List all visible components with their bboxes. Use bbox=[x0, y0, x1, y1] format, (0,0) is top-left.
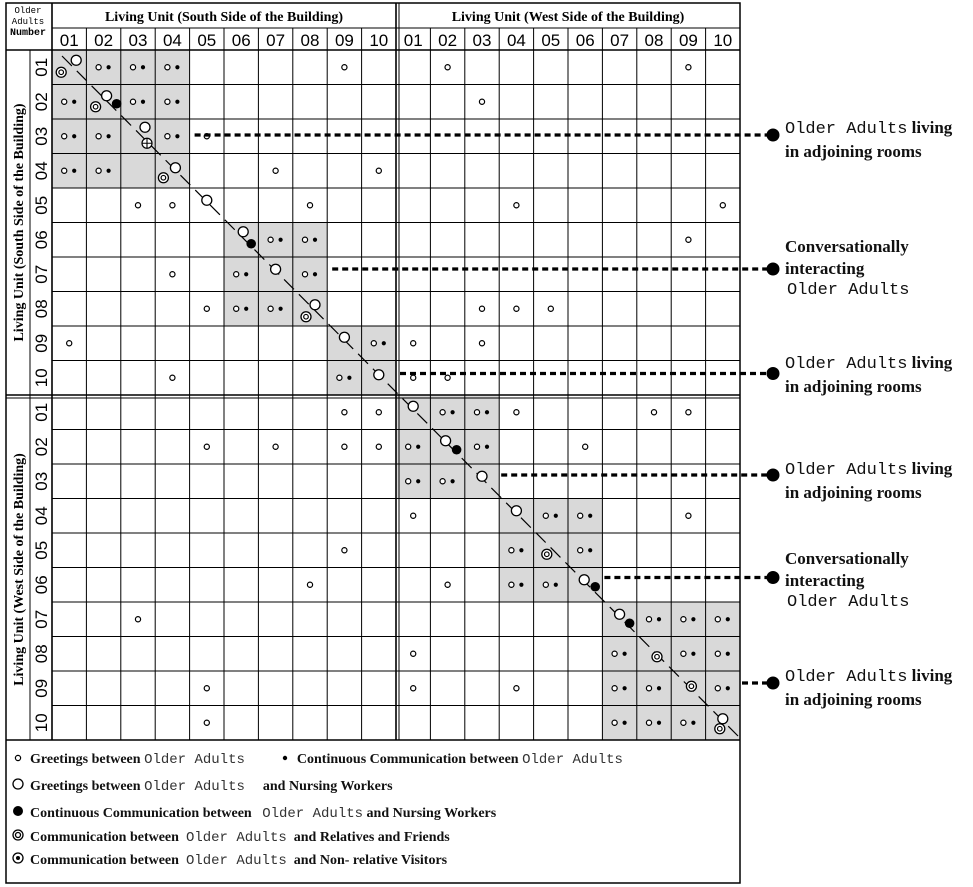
south-side-column-header: Living Unit (South Side of the Building) bbox=[104, 10, 344, 25]
annotation-adjoining-4: Older Adults living in adjoining rooms bbox=[785, 666, 953, 709]
continuous-dot bbox=[588, 548, 592, 552]
annotation-bullet-icon bbox=[767, 263, 780, 276]
continuous-dot bbox=[107, 169, 111, 173]
column-number: 09 bbox=[678, 31, 698, 50]
annotation-adjoining-2: Older Adults living in adjoining rooms bbox=[785, 353, 953, 396]
continuous-dot bbox=[244, 307, 248, 311]
greeting-large-circle bbox=[408, 401, 418, 411]
column-number: 01 bbox=[59, 31, 79, 50]
row-number: 02 bbox=[32, 437, 51, 457]
column-number: 04 bbox=[162, 31, 182, 50]
greeting-small-circle bbox=[268, 306, 273, 311]
continuous-filled-circle bbox=[246, 239, 256, 249]
greeting-small-circle bbox=[204, 444, 209, 449]
column-number: 06 bbox=[231, 31, 251, 50]
continuous-dot bbox=[726, 686, 730, 690]
row-number: 06 bbox=[32, 230, 51, 250]
row-number: 04 bbox=[32, 506, 51, 526]
continuous-dot bbox=[72, 100, 76, 104]
column-number: 02 bbox=[438, 31, 458, 50]
greeting-small-circle bbox=[715, 686, 720, 691]
greeting-small-circle bbox=[406, 444, 411, 449]
greeting-large-circle bbox=[71, 55, 81, 65]
greeting-small-circle bbox=[612, 686, 617, 691]
continuous-dot bbox=[107, 65, 111, 69]
continuous-dot bbox=[416, 445, 420, 449]
continuous-dot bbox=[726, 652, 730, 656]
greeting-large-circle bbox=[339, 332, 349, 342]
greeting-large-circle bbox=[579, 575, 589, 585]
continuous-dot bbox=[691, 721, 695, 725]
greeting-small-circle bbox=[651, 410, 656, 415]
column-number: 03 bbox=[472, 31, 492, 50]
greeting-small-circle bbox=[578, 513, 583, 518]
greeting-small-circle bbox=[342, 548, 347, 553]
continuous-dot bbox=[657, 617, 661, 621]
greeting-small-circle bbox=[720, 203, 725, 208]
greeting-small-circle bbox=[234, 306, 239, 311]
greeting-large-circle bbox=[615, 609, 625, 619]
greeting-small-circle bbox=[474, 410, 479, 415]
south-side-row-label: Living Unit (South Side of the Building) bbox=[12, 103, 27, 342]
column-number: 03 bbox=[128, 31, 148, 50]
greeting-small-circle bbox=[612, 720, 617, 725]
greeting-small-circle bbox=[583, 444, 588, 449]
legend-row-3: Continuous Communication between Older Adults and Nursing Workers bbox=[10, 804, 496, 823]
greeting-large-circle bbox=[441, 436, 451, 446]
greeting-small-circle bbox=[170, 203, 175, 208]
continuous-dot bbox=[175, 100, 179, 104]
relatives-double-circle bbox=[301, 312, 311, 322]
continuous-dot bbox=[416, 479, 420, 483]
greeting-small-circle bbox=[130, 99, 135, 104]
greeting-small-circle bbox=[686, 65, 691, 70]
continuous-dot bbox=[279, 238, 283, 242]
greeting-small-circle bbox=[204, 686, 209, 691]
greeting-small-circle bbox=[509, 548, 514, 553]
continuous-filled-circle bbox=[590, 582, 600, 592]
legend-row-4: Communication between Older Adults and Relatives and Friends bbox=[10, 828, 450, 847]
row-number: 05 bbox=[32, 540, 51, 560]
row-number: 06 bbox=[32, 575, 51, 595]
greeting-small-circle bbox=[543, 513, 548, 518]
greeting-small-circle bbox=[411, 651, 416, 656]
greeting-small-circle bbox=[479, 99, 484, 104]
continuous-dot bbox=[279, 307, 283, 311]
column-number: 08 bbox=[300, 31, 320, 50]
corner-label-line: Number bbox=[9, 28, 47, 39]
row-number: 07 bbox=[32, 609, 51, 629]
continuous-dot bbox=[726, 617, 730, 621]
row-number: 04 bbox=[32, 161, 51, 181]
greeting-small-circle bbox=[445, 582, 450, 587]
greeting-small-circle bbox=[715, 617, 720, 622]
column-number: 10 bbox=[369, 31, 389, 50]
greeting-small-circle bbox=[130, 65, 135, 70]
column-number: 08 bbox=[644, 31, 664, 50]
annotation-bullet-icon bbox=[767, 677, 780, 690]
greeting-small-circle bbox=[62, 168, 67, 173]
row-number: 02 bbox=[32, 92, 51, 112]
greeting-small-circle bbox=[204, 720, 209, 725]
row-number: 01 bbox=[32, 402, 51, 422]
greeting-small-circle bbox=[96, 168, 101, 173]
continuous-filled-circle bbox=[112, 99, 122, 109]
continuous-dot bbox=[382, 341, 386, 345]
continuous-dot bbox=[691, 617, 695, 621]
greeting-small-circle bbox=[445, 375, 450, 380]
continuous-dot bbox=[554, 583, 558, 587]
greeting-small-circle bbox=[612, 651, 617, 656]
column-number: 07 bbox=[266, 31, 286, 50]
row-number: 03 bbox=[32, 126, 51, 146]
continuous-dot bbox=[519, 548, 523, 552]
relatives-double-circle bbox=[542, 549, 552, 559]
dotted-circle-icon bbox=[10, 851, 26, 870]
greeting-large-circle bbox=[310, 300, 320, 310]
greeting-small-circle bbox=[686, 513, 691, 518]
relatives-double-circle bbox=[56, 67, 66, 77]
column-number: 02 bbox=[94, 31, 114, 50]
west-side-column-header: Living Unit (West Side of the Building) bbox=[451, 10, 685, 25]
continuous-filled-circle bbox=[625, 618, 635, 628]
greeting-small-circle bbox=[514, 410, 519, 415]
greeting-large-circle bbox=[374, 370, 384, 380]
row-number: 09 bbox=[32, 333, 51, 353]
column-number: 04 bbox=[506, 31, 526, 50]
greeting-small-circle bbox=[376, 444, 381, 449]
row-number: 10 bbox=[32, 713, 51, 733]
greeting-large-circle bbox=[202, 195, 212, 205]
continuous-dot bbox=[244, 272, 248, 276]
greeting-small-circle bbox=[646, 720, 651, 725]
greeting-small-circle bbox=[342, 65, 347, 70]
greeting-small-circle bbox=[371, 341, 376, 346]
greeting-large-circle bbox=[477, 471, 487, 481]
annotation-bullet-icon bbox=[767, 367, 780, 380]
column-number: 05 bbox=[541, 31, 561, 50]
small-dot-icon bbox=[277, 752, 293, 768]
annotation-conversation-2: Conversationally interacting Older Adults bbox=[785, 549, 910, 612]
continuous-dot bbox=[72, 134, 76, 138]
greeting-small-circle bbox=[411, 375, 416, 380]
greeting-large-circle bbox=[271, 264, 281, 274]
continuous-dot bbox=[72, 169, 76, 173]
greeting-small-circle bbox=[96, 134, 101, 139]
greeting-small-circle bbox=[681, 617, 686, 622]
row-number: 10 bbox=[32, 368, 51, 388]
greeting-small-circle bbox=[165, 99, 170, 104]
row-number: 05 bbox=[32, 195, 51, 215]
greeting-small-circle bbox=[307, 582, 312, 587]
continuous-dot bbox=[657, 721, 661, 725]
greeting-small-circle bbox=[411, 513, 416, 518]
greeting-small-circle bbox=[62, 134, 67, 139]
greeting-small-circle bbox=[96, 65, 101, 70]
relatives-double-circle bbox=[158, 173, 168, 183]
row-number: 09 bbox=[32, 678, 51, 698]
greeting-small-circle bbox=[376, 168, 381, 173]
greeting-small-circle bbox=[715, 651, 720, 656]
greeting-small-circle bbox=[474, 444, 479, 449]
continuous-dot bbox=[141, 100, 145, 104]
greeting-small-circle bbox=[514, 306, 519, 311]
row-number: 08 bbox=[32, 644, 51, 664]
continuous-dot bbox=[554, 514, 558, 518]
continuous-dot bbox=[347, 376, 351, 380]
continuous-dot bbox=[623, 652, 627, 656]
filled-circle-icon bbox=[10, 804, 26, 823]
greeting-small-circle bbox=[135, 617, 140, 622]
greeting-small-circle bbox=[135, 203, 140, 208]
greeting-small-circle bbox=[440, 410, 445, 415]
continuous-dot bbox=[588, 514, 592, 518]
greeting-small-circle bbox=[204, 306, 209, 311]
greeting-small-circle bbox=[681, 720, 686, 725]
corner-label-line: Older bbox=[14, 6, 42, 16]
annotation-conversation-1: Conversationally interacting Older Adults bbox=[785, 237, 910, 300]
greeting-small-circle bbox=[342, 410, 347, 415]
greeting-small-circle bbox=[440, 479, 445, 484]
row-number: 03 bbox=[32, 471, 51, 491]
greeting-small-circle bbox=[302, 272, 307, 277]
continuous-dot bbox=[485, 410, 489, 414]
continuous-dot bbox=[175, 134, 179, 138]
continuous-dot bbox=[313, 272, 317, 276]
relatives-double-circle bbox=[91, 102, 101, 112]
continuous-dot bbox=[451, 479, 455, 483]
greeting-small-circle bbox=[342, 444, 347, 449]
greeting-small-circle bbox=[686, 237, 691, 242]
greeting-small-circle bbox=[165, 134, 170, 139]
continuous-dot bbox=[451, 410, 455, 414]
greeting-small-circle bbox=[307, 203, 312, 208]
greeting-small-circle bbox=[268, 237, 273, 242]
west-side-row-label: Living Unit (West Side of the Building) bbox=[12, 453, 27, 686]
continuous-filled-circle bbox=[452, 445, 462, 455]
greeting-small-circle bbox=[543, 582, 548, 587]
double-circle-icon bbox=[10, 828, 26, 847]
continuous-dot bbox=[175, 65, 179, 69]
greeting-small-circle bbox=[67, 341, 72, 346]
small-circle-icon bbox=[10, 752, 26, 768]
relatives-double-circle bbox=[652, 652, 662, 662]
greeting-small-circle bbox=[273, 444, 278, 449]
relatives-double-circle bbox=[686, 681, 696, 691]
legend-row-5: Communication between Older Adults and Non- relative Visitors bbox=[10, 851, 447, 870]
continuous-dot bbox=[657, 686, 661, 690]
column-number: 01 bbox=[403, 31, 423, 50]
greeting-small-circle bbox=[646, 686, 651, 691]
relatives-double-circle bbox=[715, 724, 725, 734]
annotation-adjoining-1: Older Adults living in adjoining rooms bbox=[785, 118, 953, 161]
greeting-small-circle bbox=[165, 65, 170, 70]
continuous-dot bbox=[519, 583, 523, 587]
corner-label-line: Adults bbox=[11, 17, 45, 27]
greeting-small-circle bbox=[514, 203, 519, 208]
greeting-small-circle bbox=[411, 686, 416, 691]
greeting-small-circle bbox=[514, 686, 519, 691]
column-number: 10 bbox=[713, 31, 733, 50]
greeting-small-circle bbox=[548, 306, 553, 311]
greeting-small-circle bbox=[302, 237, 307, 242]
greeting-small-circle bbox=[445, 65, 450, 70]
column-number: 07 bbox=[610, 31, 630, 50]
greeting-small-circle bbox=[578, 548, 583, 553]
greeting-large-circle bbox=[718, 714, 728, 724]
greeting-small-circle bbox=[170, 272, 175, 277]
annotation-adjoining-3: Older Adults living in adjoining rooms bbox=[785, 459, 953, 502]
continuous-dot bbox=[141, 65, 145, 69]
annotation-bullet-icon bbox=[767, 129, 780, 142]
greeting-large-circle bbox=[102, 91, 112, 101]
column-number: 09 bbox=[334, 31, 354, 50]
greeting-small-circle bbox=[234, 272, 239, 277]
continuous-dot bbox=[313, 238, 317, 242]
row-number: 08 bbox=[32, 299, 51, 319]
column-number: 05 bbox=[197, 31, 217, 50]
greeting-small-circle bbox=[479, 341, 484, 346]
column-number: 06 bbox=[575, 31, 595, 50]
greeting-small-circle bbox=[686, 410, 691, 415]
greeting-small-circle bbox=[509, 582, 514, 587]
continuous-dot bbox=[623, 686, 627, 690]
greeting-small-circle bbox=[681, 651, 686, 656]
greeting-large-circle bbox=[170, 163, 180, 173]
greeting-small-circle bbox=[337, 375, 342, 380]
greeting-small-circle bbox=[62, 99, 67, 104]
greeting-small-circle bbox=[170, 375, 175, 380]
greeting-small-circle bbox=[406, 479, 411, 484]
annotation-bullet-icon bbox=[767, 571, 780, 584]
large-circle-icon bbox=[10, 777, 26, 796]
annotation-bullet-icon bbox=[767, 469, 780, 482]
continuous-dot bbox=[107, 134, 111, 138]
legend-row-2: Greetings between Older Adults and Nursing Workers bbox=[10, 777, 393, 796]
continuous-dot bbox=[485, 445, 489, 449]
greeting-large-circle bbox=[140, 122, 150, 132]
row-number: 07 bbox=[32, 264, 51, 284]
greeting-large-circle bbox=[238, 227, 248, 237]
greeting-small-circle bbox=[273, 168, 278, 173]
greeting-small-circle bbox=[411, 341, 416, 346]
continuous-dot bbox=[623, 721, 627, 725]
greeting-small-circle bbox=[646, 617, 651, 622]
greeting-small-circle bbox=[479, 306, 484, 311]
continuous-dot bbox=[691, 652, 695, 656]
row-number: 01 bbox=[32, 57, 51, 77]
greeting-large-circle bbox=[511, 506, 521, 516]
legend-row-1: Greetings between Older Adults Continuous Communication between Older Adults bbox=[10, 752, 623, 768]
greeting-small-circle bbox=[376, 410, 381, 415]
